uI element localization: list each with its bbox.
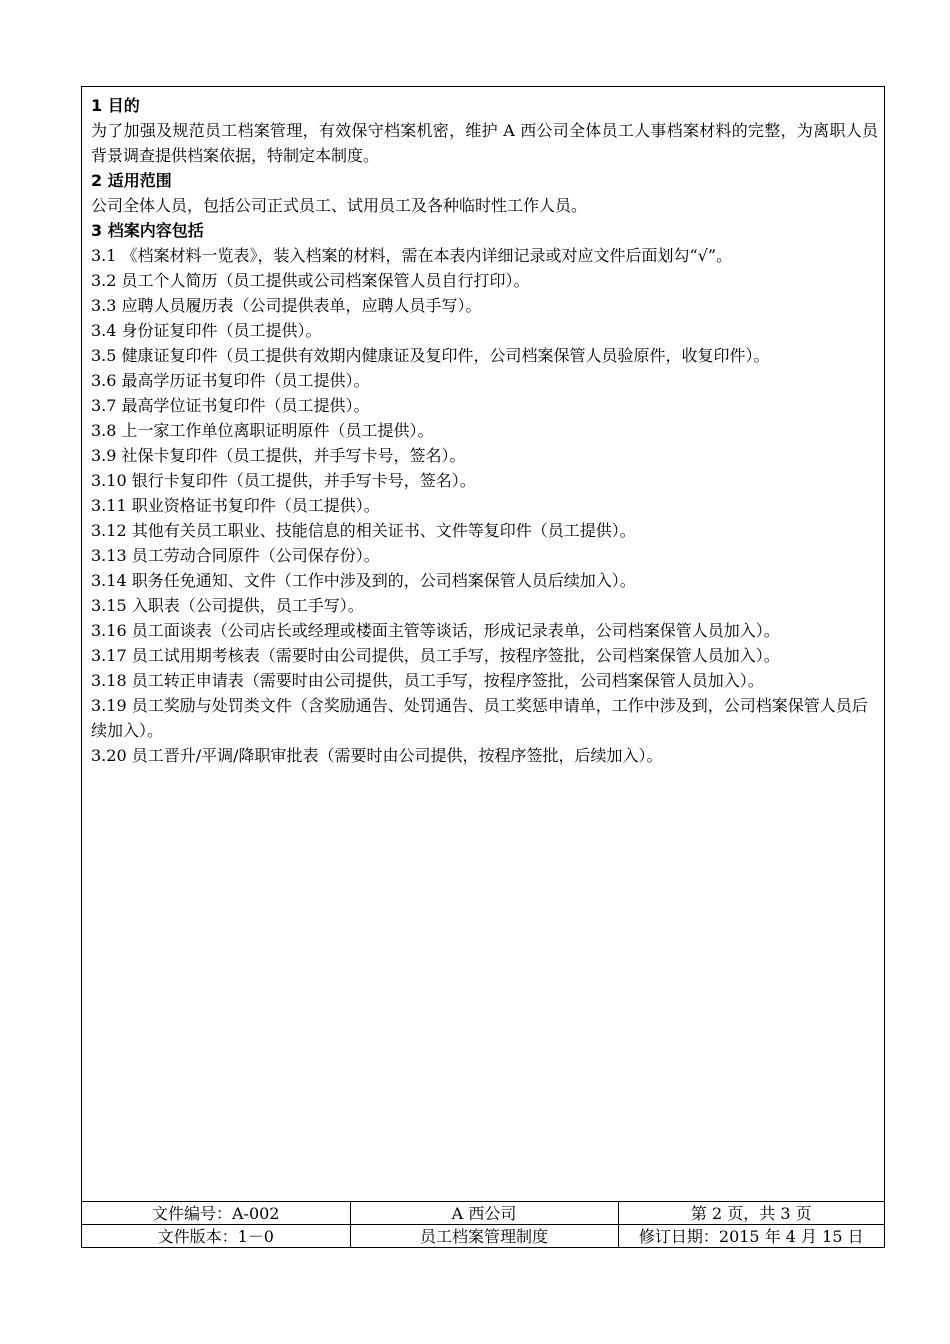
list-item: 3.16 员工面谈表（公司店长或经理或楼面主管等谈话，形成记录表单，公司档案保管人员加入）。 <box>91 621 780 640</box>
document-footer-table <box>82 1201 884 1247</box>
doc-title-cell: 员工档案管理制度 <box>350 1225 618 1248</box>
document-body <box>91 93 878 768</box>
document-frame <box>81 86 885 1248</box>
doc-version-cell: 文件版本：1－0 <box>82 1225 350 1248</box>
contents-list <box>91 243 878 768</box>
list-item: 3.4 身份证复印件（员工提供）。 <box>91 321 322 340</box>
list-item: 3.3 应聘人员履历表（公司提供表单，应聘人员手写）。 <box>91 296 482 315</box>
footer-row <box>82 1202 884 1225</box>
list-item: 3.13 员工劳动合同原件（公司保存份）。 <box>91 546 380 565</box>
section-heading-contents: 3 档案内容包括 <box>91 221 204 240</box>
list-item: 3.10 银行卡复印件（员工提供，并手写卡号，签名）。 <box>91 471 476 490</box>
list-item: 3.7 最高学位证书复印件（员工提供）。 <box>91 396 370 415</box>
list-item: 3.17 员工试用期考核表（需要时由公司提供，员工手写，按程序签批，公司档案保管人员加入）。 <box>91 646 780 665</box>
list-item: 3.1 《档案材料一览表》，装入档案的材料，需在本表内详细记录或对应文件后面划勾“√”。 <box>91 246 733 265</box>
list-item: 3.6 最高学历证书复印件（员工提供）。 <box>91 371 370 390</box>
section-text-purpose: 为了加强及规范员工档案管理，有效保守档案机密，维护 A 西公司全体员工人事档案材料的完整，为离职人员背景调查提供档案依据，特制定本制度。 <box>91 121 878 165</box>
list-item: 3.9 社保卡复印件（员工提供，并手写卡号，签名）。 <box>91 446 466 465</box>
section-text-scope: 公司全体人员，包括公司正式员工、试用员工及各种临时性工作人员。 <box>91 196 588 215</box>
footer-row <box>82 1225 884 1248</box>
list-item: 3.20 员工晋升/平调/降职审批表（需要时由公司提供，按程序签批，后续加入）。 <box>91 746 663 765</box>
list-item: 3.11 职业资格证书复印件（员工提供）。 <box>91 496 380 515</box>
section-heading-scope: 2 适用范围 <box>91 171 172 190</box>
company-cell: A 西公司 <box>350 1202 618 1225</box>
list-item: 3.18 员工转正申请表（需要时由公司提供，员工手写，按程序签批，公司档案保管人员加入）。 <box>91 671 764 690</box>
list-item: 3.2 员工个人简历（员工提供或公司档案保管人员自行打印）。 <box>91 271 530 290</box>
revision-date-cell: 修订日期：2015 年 4 月 15 日 <box>618 1225 884 1248</box>
list-item: 3.12 其他有关员工职业、技能信息的相关证书、文件等复印件（员工提供）。 <box>91 521 636 540</box>
list-item: 3.8 上一家工作单位离职证明原件（员工提供）。 <box>91 421 434 440</box>
doc-number-cell: 文件编号：A-002 <box>82 1202 350 1225</box>
list-item: 3.14 职务任免通知、文件（工作中涉及到的，公司档案保管人员后续加入）。 <box>91 571 636 590</box>
list-item: 3.15 入职表（公司提供，员工手写）。 <box>91 596 364 615</box>
list-item: 3.19 员工奖励与处罚类文件（含奖励通告、处罚通告、员工奖惩申请单，工作中涉及到，公司档案保管人员后续加入）。 <box>91 696 868 740</box>
page-number-cell: 第 2 页，共 3 页 <box>618 1202 884 1225</box>
list-item: 3.5 健康证复印件（员工提供有效期内健康证及复印件，公司档案保管人员验原件，收复印件）。 <box>91 346 770 365</box>
section-heading-purpose: 1 目的 <box>91 96 140 115</box>
